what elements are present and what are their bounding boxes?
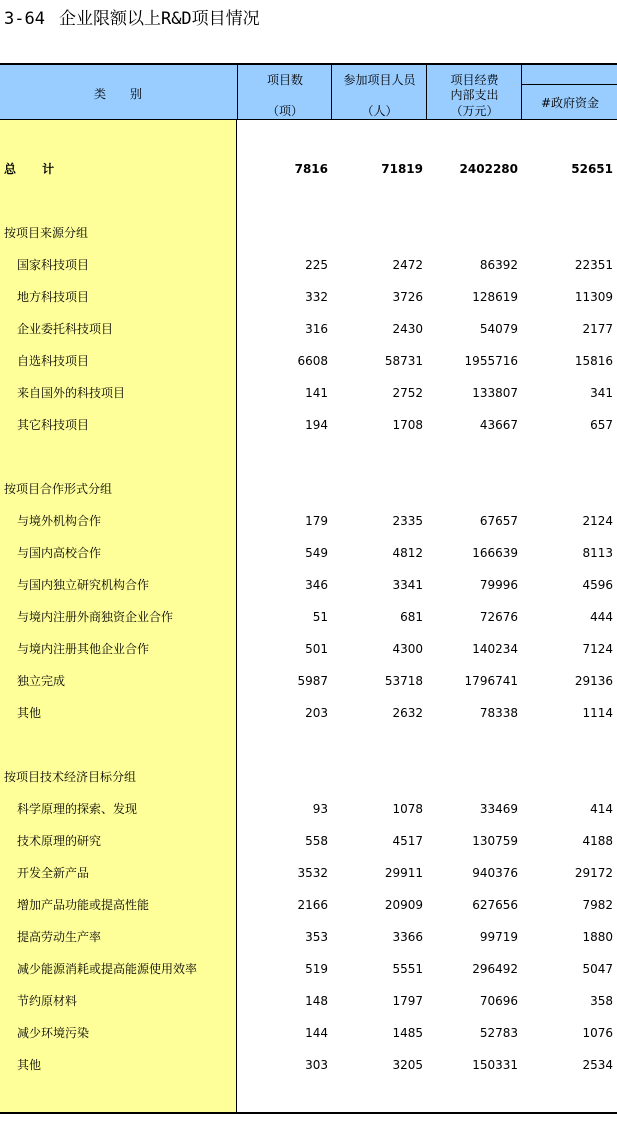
table-header bbox=[0, 63, 617, 120]
row-label: 其他 bbox=[17, 706, 42, 720]
projects-cell: 7816 bbox=[294, 162, 328, 176]
header-gov-funds bbox=[521, 65, 617, 119]
row-label: 技术原理的研究 bbox=[17, 834, 102, 848]
personnel-cell: 71819 bbox=[381, 162, 423, 176]
table-row bbox=[0, 665, 617, 697]
expenditure-cell: 78338 bbox=[479, 706, 518, 720]
header-category bbox=[0, 65, 236, 119]
expenditure-cell: 79996 bbox=[479, 578, 518, 592]
header-category-label: 类 别 bbox=[93, 87, 142, 101]
table-row bbox=[0, 249, 617, 281]
table-row bbox=[0, 1017, 617, 1049]
personnel-cell: 58731 bbox=[384, 354, 423, 368]
expenditure-cell: 52783 bbox=[479, 1026, 518, 1040]
expenditure-cell: 54079 bbox=[479, 322, 518, 336]
personnel-cell: 20909 bbox=[384, 898, 423, 912]
row-label: 独立完成 bbox=[17, 674, 66, 688]
header-divider bbox=[522, 84, 617, 85]
row-label: 地方科技项目 bbox=[17, 290, 90, 304]
table-row bbox=[0, 409, 617, 441]
projects-cell: 93 bbox=[312, 802, 328, 816]
table-row bbox=[0, 857, 617, 889]
expenditure-cell: 940376 bbox=[472, 866, 518, 880]
page-title bbox=[4, 2, 260, 36]
header-expenditure bbox=[426, 65, 522, 119]
expenditure-cell: 33469 bbox=[479, 802, 518, 816]
expenditure-cell: 627656 bbox=[472, 898, 518, 912]
expenditure-cell: 130759 bbox=[472, 834, 518, 848]
row-label: 其它科技项目 bbox=[17, 418, 90, 432]
gov-funds-cell: 8113 bbox=[582, 546, 613, 560]
gov-funds-cell: 358 bbox=[590, 994, 613, 1008]
personnel-cell: 1485 bbox=[392, 1026, 423, 1040]
header-personnel bbox=[331, 65, 427, 119]
row-label: 减少能源消耗或提高能源使用效率 bbox=[17, 962, 198, 976]
table-bottom-rule bbox=[0, 1112, 617, 1114]
header-personnel-label: 参加项目人员 bbox=[343, 73, 416, 87]
projects-cell: 2166 bbox=[297, 898, 328, 912]
group-label: 按项目技术经济目标分组 bbox=[4, 770, 137, 784]
projects-cell: 353 bbox=[305, 930, 328, 944]
table-row bbox=[0, 953, 617, 985]
table-row bbox=[0, 825, 617, 857]
table-row bbox=[0, 633, 617, 665]
expenditure-cell: 86392 bbox=[479, 258, 518, 272]
gov-funds-cell: 4596 bbox=[582, 578, 613, 592]
projects-cell: 194 bbox=[305, 418, 328, 432]
table-row bbox=[0, 1049, 617, 1081]
table-row bbox=[0, 985, 617, 1017]
table-row bbox=[0, 281, 617, 313]
projects-cell: 179 bbox=[305, 514, 328, 528]
table-row bbox=[0, 505, 617, 537]
gov-funds-cell: 657 bbox=[590, 418, 613, 432]
projects-cell: 148 bbox=[305, 994, 328, 1008]
projects-cell: 316 bbox=[305, 322, 328, 336]
row-label: 来自国外的科技项目 bbox=[17, 386, 126, 400]
personnel-cell: 2632 bbox=[392, 706, 423, 720]
expenditure-cell: 296492 bbox=[472, 962, 518, 976]
row-label: 开发全新产品 bbox=[17, 866, 90, 880]
personnel-cell: 29911 bbox=[384, 866, 423, 880]
table-row bbox=[0, 377, 617, 409]
group-header-row bbox=[0, 473, 617, 505]
header-projects bbox=[237, 65, 332, 119]
table-row bbox=[0, 921, 617, 953]
gov-funds-cell: 444 bbox=[590, 610, 613, 624]
row-label: 与境内注册外商独资企业合作 bbox=[17, 610, 174, 624]
header-personnel-unit: （人） bbox=[361, 104, 398, 118]
personnel-cell: 681 bbox=[400, 610, 423, 624]
expenditure-cell: 1955716 bbox=[464, 354, 518, 368]
row-label: 减少环境污染 bbox=[17, 1026, 90, 1040]
row-label: 与境内注册其他企业合作 bbox=[17, 642, 150, 656]
personnel-cell: 1708 bbox=[392, 418, 423, 432]
gov-funds-cell: 2124 bbox=[582, 514, 613, 528]
expenditure-cell: 67657 bbox=[479, 514, 518, 528]
header-expenditure-label2: 内部支出 bbox=[450, 88, 499, 102]
gov-funds-cell: 2534 bbox=[582, 1058, 613, 1072]
gov-funds-cell: 5047 bbox=[582, 962, 613, 976]
gov-funds-cell: 7982 bbox=[582, 898, 613, 912]
row-label: 节约原材料 bbox=[17, 994, 78, 1008]
table-row bbox=[0, 889, 617, 921]
header-projects-unit: （项） bbox=[266, 104, 303, 118]
row-label: 国家科技项目 bbox=[17, 258, 90, 272]
table-title: 企业限额以上R&D项目情况 bbox=[58, 9, 260, 29]
gov-funds-cell: 15816 bbox=[574, 354, 613, 368]
expenditure-cell: 128619 bbox=[472, 290, 518, 304]
header-gov-funds-label: #政府资金 bbox=[540, 96, 600, 110]
gov-funds-cell: 22351 bbox=[574, 258, 613, 272]
total-row bbox=[0, 153, 617, 185]
gov-funds-cell: 2177 bbox=[582, 322, 613, 336]
table-row bbox=[0, 601, 617, 633]
row-label: 与国内高校合作 bbox=[17, 546, 102, 560]
personnel-cell: 3366 bbox=[392, 930, 423, 944]
expenditure-cell: 150331 bbox=[472, 1058, 518, 1072]
personnel-cell: 3341 bbox=[392, 578, 423, 592]
personnel-cell: 5551 bbox=[392, 962, 423, 976]
projects-cell: 519 bbox=[305, 962, 328, 976]
personnel-cell: 3205 bbox=[392, 1058, 423, 1072]
row-label: 自选科技项目 bbox=[17, 354, 90, 368]
projects-cell: 332 bbox=[305, 290, 328, 304]
gov-funds-cell: 341 bbox=[590, 386, 613, 400]
projects-cell: 549 bbox=[305, 546, 328, 560]
header-expenditure-label: 项目经费 bbox=[450, 73, 499, 87]
table-row bbox=[0, 313, 617, 345]
row-label: 与国内独立研究机构合作 bbox=[17, 578, 150, 592]
gov-funds-cell: 7124 bbox=[582, 642, 613, 656]
group-header-row bbox=[0, 217, 617, 249]
group-label: 按项目合作形式分组 bbox=[4, 482, 113, 496]
header-projects-label: 项目数 bbox=[266, 73, 303, 87]
projects-cell: 225 bbox=[305, 258, 328, 272]
gov-funds-cell: 4188 bbox=[582, 834, 613, 848]
personnel-cell: 3726 bbox=[392, 290, 423, 304]
gov-funds-cell: 11309 bbox=[574, 290, 613, 304]
gov-funds-cell: 29136 bbox=[574, 674, 613, 688]
personnel-cell: 1797 bbox=[392, 994, 423, 1008]
projects-cell: 303 bbox=[305, 1058, 328, 1072]
header-expenditure-unit: （万元） bbox=[450, 104, 499, 118]
table-row bbox=[0, 793, 617, 825]
group-label: 按项目来源分组 bbox=[4, 226, 89, 240]
personnel-cell: 2430 bbox=[392, 322, 423, 336]
personnel-cell: 4300 bbox=[392, 642, 423, 656]
row-label: 提高劳动生产率 bbox=[17, 930, 102, 944]
expenditure-cell: 2402280 bbox=[459, 162, 518, 176]
row-label: 其他 bbox=[17, 1058, 42, 1072]
gov-funds-cell: 1880 bbox=[582, 930, 613, 944]
row-label: 科学原理的探索、发现 bbox=[17, 802, 138, 816]
table-row bbox=[0, 345, 617, 377]
personnel-cell: 53718 bbox=[384, 674, 423, 688]
projects-cell: 3532 bbox=[297, 866, 328, 880]
expenditure-cell: 1796741 bbox=[464, 674, 518, 688]
projects-cell: 6608 bbox=[297, 354, 328, 368]
projects-cell: 5987 bbox=[297, 674, 328, 688]
table-row bbox=[0, 537, 617, 569]
row-label: 增加产品功能或提高性能 bbox=[17, 898, 150, 912]
projects-cell: 346 bbox=[305, 578, 328, 592]
group-header-row bbox=[0, 761, 617, 793]
expenditure-cell: 43667 bbox=[479, 418, 518, 432]
personnel-cell: 1078 bbox=[392, 802, 423, 816]
gov-funds-cell: 52651 bbox=[571, 162, 613, 176]
projects-cell: 203 bbox=[305, 706, 328, 720]
row-label: 企业委托科技项目 bbox=[17, 322, 114, 336]
table-row bbox=[0, 697, 617, 729]
personnel-cell: 2752 bbox=[392, 386, 423, 400]
table-number: 3-64 bbox=[4, 9, 45, 29]
expenditure-cell: 99719 bbox=[479, 930, 518, 944]
table-row bbox=[0, 569, 617, 601]
projects-cell: 144 bbox=[305, 1026, 328, 1040]
gov-funds-cell: 414 bbox=[590, 802, 613, 816]
personnel-cell: 2335 bbox=[392, 514, 423, 528]
gov-funds-cell: 29172 bbox=[574, 866, 613, 880]
personnel-cell: 2472 bbox=[392, 258, 423, 272]
expenditure-cell: 133807 bbox=[472, 386, 518, 400]
personnel-cell: 4517 bbox=[392, 834, 423, 848]
expenditure-cell: 140234 bbox=[472, 642, 518, 656]
expenditure-cell: 72676 bbox=[479, 610, 518, 624]
projects-cell: 558 bbox=[305, 834, 328, 848]
gov-funds-cell: 1076 bbox=[582, 1026, 613, 1040]
projects-cell: 51 bbox=[312, 610, 328, 624]
expenditure-cell: 70696 bbox=[479, 994, 518, 1008]
expenditure-cell: 166639 bbox=[472, 546, 518, 560]
gov-funds-cell: 1114 bbox=[582, 706, 613, 720]
projects-cell: 141 bbox=[305, 386, 328, 400]
projects-cell: 501 bbox=[305, 642, 328, 656]
personnel-cell: 4812 bbox=[392, 546, 423, 560]
row-label: 总 计 bbox=[4, 162, 66, 176]
row-label: 与境外机构合作 bbox=[17, 514, 102, 528]
